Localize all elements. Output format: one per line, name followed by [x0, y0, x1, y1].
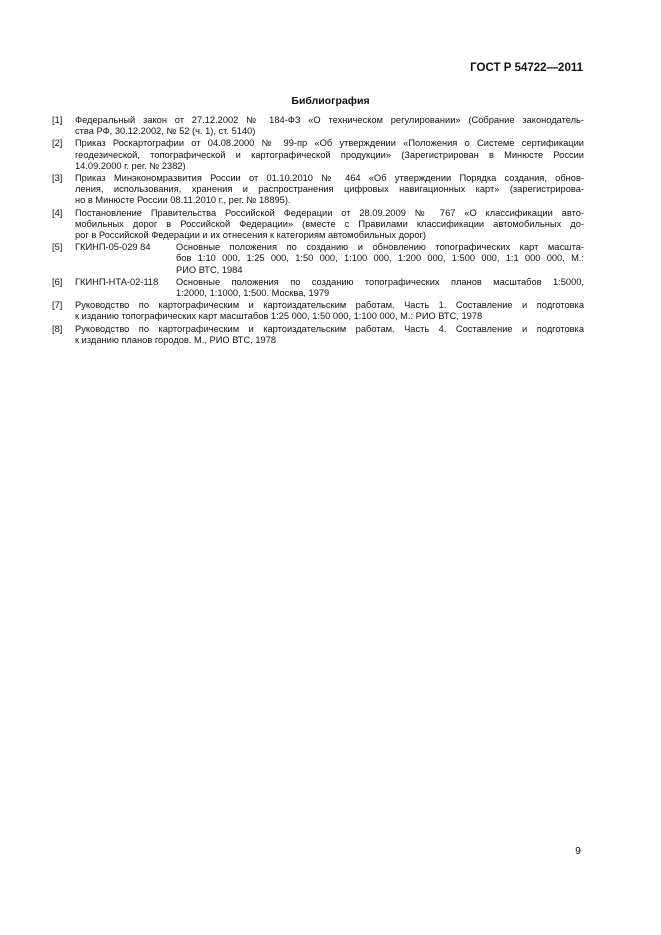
entry-text-line: Основные положения по созданию топографических планов масштабов 1:5000,	[176, 276, 584, 287]
entry-number: [6]	[52, 276, 63, 287]
bibliography-entry	[52, 115, 584, 137]
bibliography-entry	[52, 173, 584, 207]
entry-text-line: к изданию топографических карт масштабов 1:25 000, 1:50 000, 1:100 000, М.: РИО ВТС, 1978	[75, 311, 483, 322]
entry-text-line: Руководство по картографическим и картоиздательским работам. Часть 4. Составление и подготовка	[75, 323, 584, 334]
entry-text	[75, 300, 584, 322]
entry-text-line: Основные положения по созданию и обновлению топографических карт масшта-	[176, 242, 584, 253]
entry-text-line: РИО ВТС, 1984	[176, 264, 243, 275]
entry-text-line: Федеральный закон от 27.12.2002 № 184-ФЗ «О техническом регулировании» (Собрание законодатель-	[75, 115, 584, 125]
entry-text	[75, 115, 584, 137]
entry-text-line: к изданию планов городов. М., РИО ВТС, 1978	[75, 334, 277, 345]
bibliography-list	[52, 115, 584, 347]
entry-number: [1]	[52, 115, 63, 125]
entry-number: [7]	[52, 300, 63, 311]
page-number: 9	[575, 845, 581, 857]
bibliography-entry	[52, 242, 584, 276]
entry-text-line: ства РФ, 30.12.2002, № 52 (ч. 1), ст. 5140)	[75, 126, 256, 137]
entry-text-line: Приказ Минэкономразвития России от 01.10.2010 № 464 «Об утверждении Порядка создания, обнов-	[75, 173, 584, 184]
entry-text	[75, 208, 584, 242]
entry-text	[75, 138, 584, 172]
entry-number: [2]	[52, 138, 63, 149]
entry-text-line: Приказ Роскартографии от 04.08.2000 № 99-пр «Об утверждении «Положения о Системе сертификации	[75, 138, 584, 149]
bibliography-entry	[52, 208, 584, 242]
entry-text-line: 1:2000, 1:1000, 1:500. Москва, 1979	[176, 288, 330, 299]
entry-number: [5]	[52, 242, 63, 253]
bibliography-entry	[52, 300, 584, 322]
entry-text-line: Руководство по картографическим и картоиздательским работам. Часть 1. Составление и подготовка	[75, 300, 584, 311]
entry-number: [4]	[52, 207, 63, 218]
entry-text-line: мобильных дорог в Российской Федерации» (вместе с Правилами классификации автомобильных до-	[75, 218, 584, 229]
entry-text-line: 14.09.2000 г. рег. № 2382)	[75, 160, 186, 171]
bibliography-entry	[52, 277, 584, 299]
entry-text	[75, 324, 584, 346]
section-title: Библиография	[291, 95, 370, 107]
entry-number: [3]	[52, 173, 63, 184]
document-code: ГКИНП-НТА-02-118	[75, 276, 159, 287]
entry-text-line: рог в Российской Федерации и их отнесения к категориям автомобильных дорог)	[75, 230, 426, 241]
entry-number: [8]	[52, 323, 63, 334]
document-code: ГКИНП-05-029 84	[75, 242, 151, 253]
entry-text-line: но в Минюсте России 08.11.2010 г., рег. № 18895).	[75, 195, 291, 206]
standard-code: ГОСТ Р 54722—2011	[470, 62, 583, 74]
entry-text-line: ления, использования, хранения и распространения цифровых навигационных карт» (зарегистрирова-	[75, 184, 584, 195]
entry-text	[176, 277, 584, 299]
entry-text-line: бов 1:10 000, 1:25 000, 1:50 000, 1:100 000, 1:200 000, 1:500 000, 1:1 000 000, М.:	[176, 253, 584, 264]
entry-text-line: Постановление Правительства Российской Федерации от 28.09.2009 № 767 «О классификации авто-	[75, 207, 584, 218]
entry-text	[75, 173, 584, 207]
bibliography-entry	[52, 324, 584, 346]
bibliography-entry	[52, 138, 584, 172]
entry-text-line: геодезической, топографической и картографической продукции» (Зарегистрирован в Минюсте России	[75, 149, 584, 160]
entry-text	[176, 242, 584, 276]
